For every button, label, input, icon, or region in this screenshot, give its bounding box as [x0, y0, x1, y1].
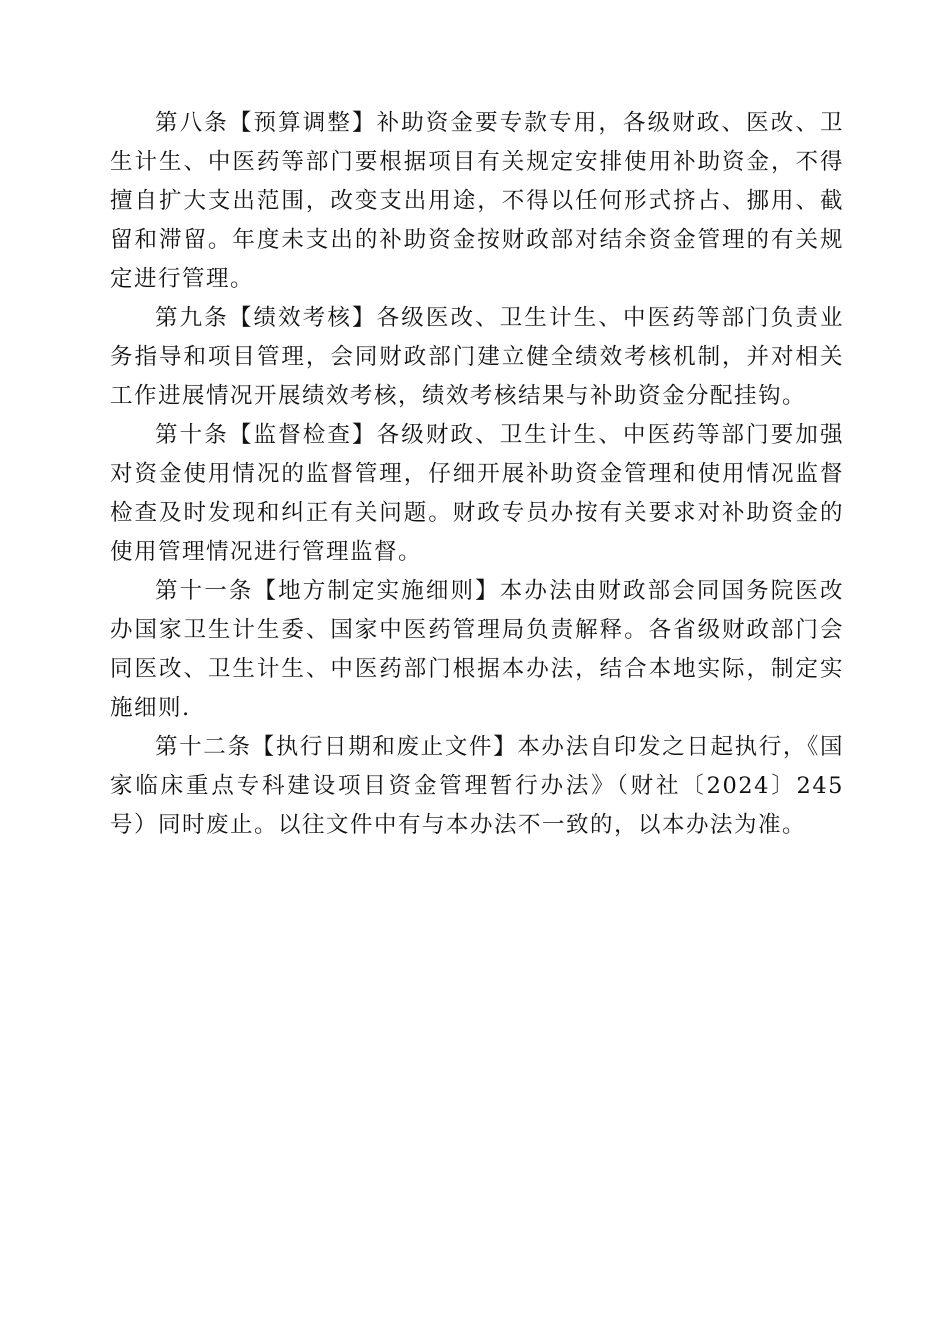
article-10-paragraph: 第十条【监督检查】各级财政、卫生计生、中医药等部门要加强对资金使用情况的监督管理，仔细开展补助资金管理和使用情况监督检查及时发现和纠正有关问题。财政专员办按有关要求对补助资金的使用管理情况进行管理监督。 [110, 422, 844, 565]
article-11-paragraph: 第十一条【地方制定实施细则】本办法由财政部会同国务院医改办国家卫生计生委、国家中医药管理局负责解释。各省级财政部门会同医改、卫生计生、中医药部门根据本办法，结合本地实际，制定实施细则. [110, 578, 844, 721]
article-8-paragraph: 第八条【预算调整】补助资金要专款专用，各级财政、医改、卫生计生、中医药等部门要根据项目有关规定安排使用补助资金，不得擅自扩大支出范围，改变支出用途，不得以任何形式挤占、挪用、截留和滞留。年度未支出的补助资金按财政部对结余资金管理的有关规定进行管理。 [110, 110, 844, 292]
document-body [110, 104, 844, 845]
article-9-paragraph: 第九条【绩效考核】各级医改、卫生计生、中医药等部门负责业务指导和项目管理，会同财政部门建立健全绩效考核机制，并对相关工作进展情况开展绩效考核，绩效考核结果与补助资金分配挂钩。 [110, 305, 844, 409]
article-12-paragraph: 第十二条【执行日期和废止文件】本办法自印发之日起执行，《国家临床重点专科建设项目资金管理暂行办法》（财社〔2024〕245号）同时废止。以往文件中有与本办法不一致的，以本办法为准。 [110, 734, 844, 838]
